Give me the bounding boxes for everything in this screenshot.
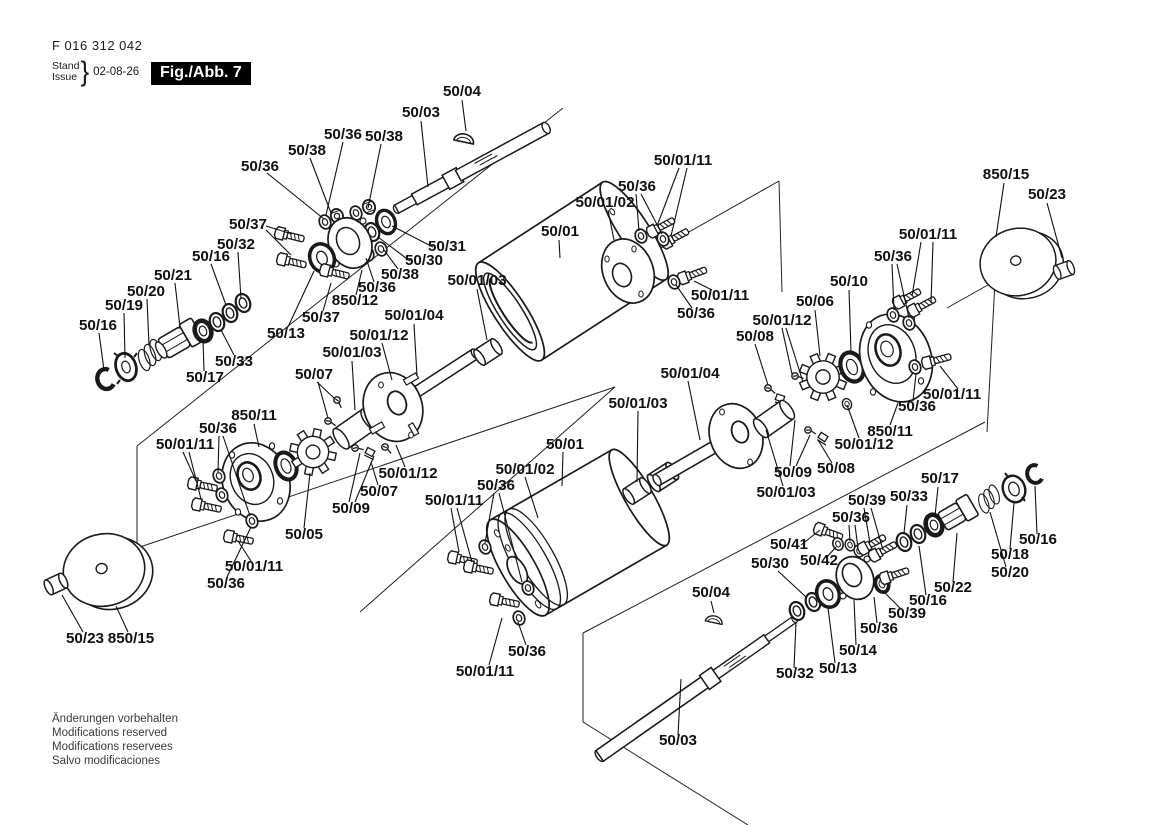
part-label-50-01-12: 50/01/12 xyxy=(378,465,438,482)
leader-line xyxy=(919,546,926,595)
part-label-50-21: 50/21 xyxy=(153,267,193,284)
issue-label: Issue xyxy=(52,70,78,83)
part-label-50-33: 50/33 xyxy=(889,488,929,505)
woodruff-key-50-04-lower xyxy=(705,614,723,624)
screw-50-39 xyxy=(879,565,911,586)
leader-line xyxy=(794,623,796,668)
part-label-50-20: 50/20 xyxy=(126,283,166,300)
part-label-50-09: 50/09 xyxy=(331,500,371,517)
leader-line xyxy=(414,324,417,376)
leader-line xyxy=(854,600,856,645)
screw-50-01-11 xyxy=(676,264,708,285)
part-label-50-07: 50/07 xyxy=(359,483,399,500)
leader-line xyxy=(935,487,938,516)
part-label-50-01-11: 50/01/11 xyxy=(455,663,515,680)
part-label-50-23: 50/23 xyxy=(1027,186,1067,203)
leader-line xyxy=(310,158,331,213)
part-label-50-01-11: 50/01/11 xyxy=(155,436,215,453)
issue-date: 02-08-26 xyxy=(93,65,140,78)
part-label-50-13: 50/13 xyxy=(818,660,858,677)
end-disc-850-15-right xyxy=(973,219,1071,309)
part-label-50-31: 50/31 xyxy=(427,238,467,255)
leader-line xyxy=(462,100,466,131)
leader-line xyxy=(815,310,820,356)
part-label-50-32: 50/32 xyxy=(775,665,815,682)
part-label-50-08: 50/08 xyxy=(735,328,775,345)
screw-50-01-11 xyxy=(223,529,254,547)
part-label-50-41: 50/41 xyxy=(769,536,809,553)
drive-shaft-50-03-upper xyxy=(390,119,553,217)
leader-line xyxy=(396,445,405,467)
part-label-50-20: 50/20 xyxy=(990,564,1030,581)
frame-line xyxy=(779,181,782,292)
leader-line xyxy=(116,606,128,632)
leader-line xyxy=(790,420,795,466)
part-label-50-19: 50/19 xyxy=(104,297,144,314)
leader-lines xyxy=(62,100,1062,735)
part-label-50-36: 50/36 xyxy=(357,279,397,296)
part-label-50-10: 50/10 xyxy=(829,273,869,290)
leader-line xyxy=(796,435,810,466)
part-label-50-01-11: 50/01/11 xyxy=(653,152,713,169)
part-label-50-36: 50/36 xyxy=(206,575,246,592)
part-label-50-01-02: 50/01/02 xyxy=(575,194,635,211)
leader-line xyxy=(847,405,859,438)
part-label-50-03: 50/03 xyxy=(658,732,698,749)
part-label-50-13: 50/13 xyxy=(266,325,306,342)
part-label-50-01-11: 50/01/11 xyxy=(898,226,958,243)
leader-line xyxy=(368,144,381,208)
part-label-50-36: 50/36 xyxy=(323,126,363,143)
leader-line xyxy=(218,436,219,472)
part-label-50-01-12: 50/01/12 xyxy=(834,436,894,453)
end-disc-850-15-left xyxy=(56,523,161,619)
part-label-50-01-03: 50/01/03 xyxy=(322,344,382,361)
leader-line xyxy=(267,173,324,219)
part-label-50-01-02: 50/01/02 xyxy=(495,461,555,478)
part-label-50-38: 50/38 xyxy=(287,142,327,159)
part-label-50-36: 50/36 xyxy=(676,305,716,322)
part-label-850-11: 850/11 xyxy=(231,407,277,424)
part-label-50-18: 50/18 xyxy=(990,546,1030,563)
part-label-50-30: 50/30 xyxy=(750,555,790,572)
part-label-50-30: 50/30 xyxy=(404,252,444,269)
leader-line xyxy=(996,183,1004,237)
note-line-de: Änderungen vorbehalten xyxy=(52,713,178,725)
part-label-50-16: 50/16 xyxy=(191,248,231,265)
leader-line xyxy=(147,299,149,345)
part-label-50-38: 50/38 xyxy=(364,128,404,145)
leader-line xyxy=(371,462,378,485)
washer-50-01-12 xyxy=(381,443,394,454)
part-label-50-36: 50/36 xyxy=(507,643,547,660)
part-label-50-38: 50/38 xyxy=(380,266,420,283)
leader-line xyxy=(1035,486,1037,534)
leader-line xyxy=(211,264,226,305)
leader-line xyxy=(953,533,957,582)
leader-line xyxy=(99,333,104,370)
lock-ring-50-16 xyxy=(95,368,114,391)
leader-line xyxy=(326,142,343,215)
woodruff-key-50-04 xyxy=(454,132,475,144)
leader-line xyxy=(189,452,201,499)
leader-line xyxy=(912,242,921,296)
leader-line xyxy=(755,344,768,385)
leader-line xyxy=(904,505,907,533)
lock-ring-50-16 xyxy=(1025,464,1042,485)
part-label-50-01-11: 50/01/11 xyxy=(922,386,982,403)
leader-line xyxy=(849,290,851,352)
note-line-fr: Modifications reservees xyxy=(52,741,173,753)
brush-part-50-08 xyxy=(764,384,776,393)
part-label-850-11: 850/11 xyxy=(867,423,913,440)
leader-line xyxy=(317,382,335,399)
part-label-50-01-12: 50/01/12 xyxy=(349,327,409,344)
part-label-50-42: 50/42 xyxy=(799,552,839,569)
part-label-50-01-04: 50/01/04 xyxy=(384,307,444,324)
part-label-50-17: 50/17 xyxy=(185,369,225,386)
part-label-50-36: 50/36 xyxy=(831,509,871,526)
part-label-50-07: 50/07 xyxy=(294,366,334,383)
leader-line xyxy=(1010,503,1014,549)
leader-line xyxy=(175,283,180,327)
brush-part-50-08 xyxy=(816,432,829,445)
part-label-50-39: 50/39 xyxy=(847,492,887,509)
leader-line xyxy=(828,608,835,663)
part-label-50-33: 50/33 xyxy=(214,353,254,370)
note-line-en: Modifications reserved xyxy=(52,727,168,739)
part-label-50-36: 50/36 xyxy=(240,158,280,175)
part-label-50-04: 50/04 xyxy=(442,83,482,100)
part-label-50-32: 50/32 xyxy=(216,236,256,253)
leader-line xyxy=(931,242,933,303)
part-label-50-37: 50/37 xyxy=(301,309,341,326)
part-label-50-39: 50/39 xyxy=(887,605,927,622)
part-label-50-16: 50/16 xyxy=(1018,531,1058,548)
washer-50-01-12 xyxy=(841,397,853,411)
stand-label: Stand xyxy=(52,59,80,72)
brace-glyph: } xyxy=(80,55,90,87)
bearing-sleeve-50-01-03 xyxy=(472,337,505,367)
armature-flange-50-01-04-lower xyxy=(651,396,771,487)
part-label-50-01-03: 50/01/03 xyxy=(756,484,816,501)
leader-line xyxy=(183,452,196,481)
part-label-850-12: 850/12 xyxy=(331,292,379,309)
note-line-es: Salvo modificaciones xyxy=(52,755,161,767)
part-label-50-03: 50/03 xyxy=(401,104,441,121)
brush-part-50-09 xyxy=(805,427,816,434)
leader-line xyxy=(221,330,234,355)
part-label-850-15: 850/15 xyxy=(982,166,1030,183)
part-label-50-36: 50/36 xyxy=(873,248,913,265)
part-label-50-36: 50/36 xyxy=(198,420,238,437)
brush-part-50-07 xyxy=(324,418,336,426)
spring-50-20 xyxy=(975,484,1003,515)
rights-note xyxy=(52,712,178,768)
leader-line xyxy=(124,313,125,358)
leader-line xyxy=(352,361,355,410)
part-label-50-01-03: 50/01/03 xyxy=(447,272,507,289)
part-label-50-01: 50/01 xyxy=(540,223,580,240)
part-label-50-22: 50/22 xyxy=(933,579,973,596)
leader-line xyxy=(671,168,687,236)
document-number: F 016 312 042 xyxy=(52,38,143,53)
part-label-50-04: 50/04 xyxy=(691,584,731,601)
part-label-50-01-12: 50/01/12 xyxy=(752,312,812,329)
leader-line xyxy=(392,226,433,247)
part-label-50-17: 50/17 xyxy=(920,470,960,487)
leader-line xyxy=(688,381,700,440)
leader-line xyxy=(897,264,909,318)
leader-line xyxy=(890,403,898,425)
leader-line xyxy=(304,473,310,528)
part-label-50-05: 50/05 xyxy=(284,526,324,543)
part-label-50-16: 50/16 xyxy=(908,592,948,609)
leader-line xyxy=(782,328,792,374)
part-label-50-14: 50/14 xyxy=(838,642,878,659)
leader-line xyxy=(489,618,502,665)
part-label-50-01-03: 50/01/03 xyxy=(608,395,668,412)
part-label-50-09: 50/09 xyxy=(773,464,813,481)
armature-flange-50-01-04 xyxy=(354,348,481,450)
part-label-50-36: 50/36 xyxy=(476,477,516,494)
part-labels xyxy=(66,83,1066,749)
screw-50-01-11 xyxy=(191,497,222,515)
screw-50-01-11 xyxy=(463,559,494,577)
part-label-50-06: 50/06 xyxy=(795,293,835,310)
part-label-50-01-11: 50/01/11 xyxy=(424,492,484,509)
screw-50-37 xyxy=(276,252,308,271)
leader-line xyxy=(518,622,526,645)
leader-line xyxy=(711,601,714,613)
part-label-50-16: 50/16 xyxy=(78,317,118,334)
figure-label: Fig./Abb. 7 xyxy=(151,62,251,85)
brush-part-50-08 xyxy=(364,447,376,460)
part-label-50-36: 50/36 xyxy=(897,398,937,415)
part-label-50-23: 50/23 xyxy=(65,630,105,647)
leader-line xyxy=(238,252,241,299)
leader-line xyxy=(778,571,806,597)
part-label-50-01-04: 50/01/04 xyxy=(660,365,720,382)
part-label-50-37: 50/37 xyxy=(228,216,268,233)
washer-50-18 xyxy=(999,473,1029,506)
leader-line xyxy=(203,340,204,371)
clutch-piece-50-19 xyxy=(112,351,140,384)
part-label-50-01: 50/01 xyxy=(545,436,585,453)
part-label-50-36: 50/36 xyxy=(617,178,657,195)
part-label-50-01-11: 50/01/11 xyxy=(690,287,750,304)
part-label-850-15: 850/15 xyxy=(107,630,155,647)
part-label-50-36: 50/36 xyxy=(859,620,899,637)
frame-line xyxy=(987,281,995,432)
leader-line xyxy=(421,121,428,187)
part-label-50-01-11: 50/01/11 xyxy=(224,558,284,575)
part-label-50-08: 50/08 xyxy=(816,460,856,477)
